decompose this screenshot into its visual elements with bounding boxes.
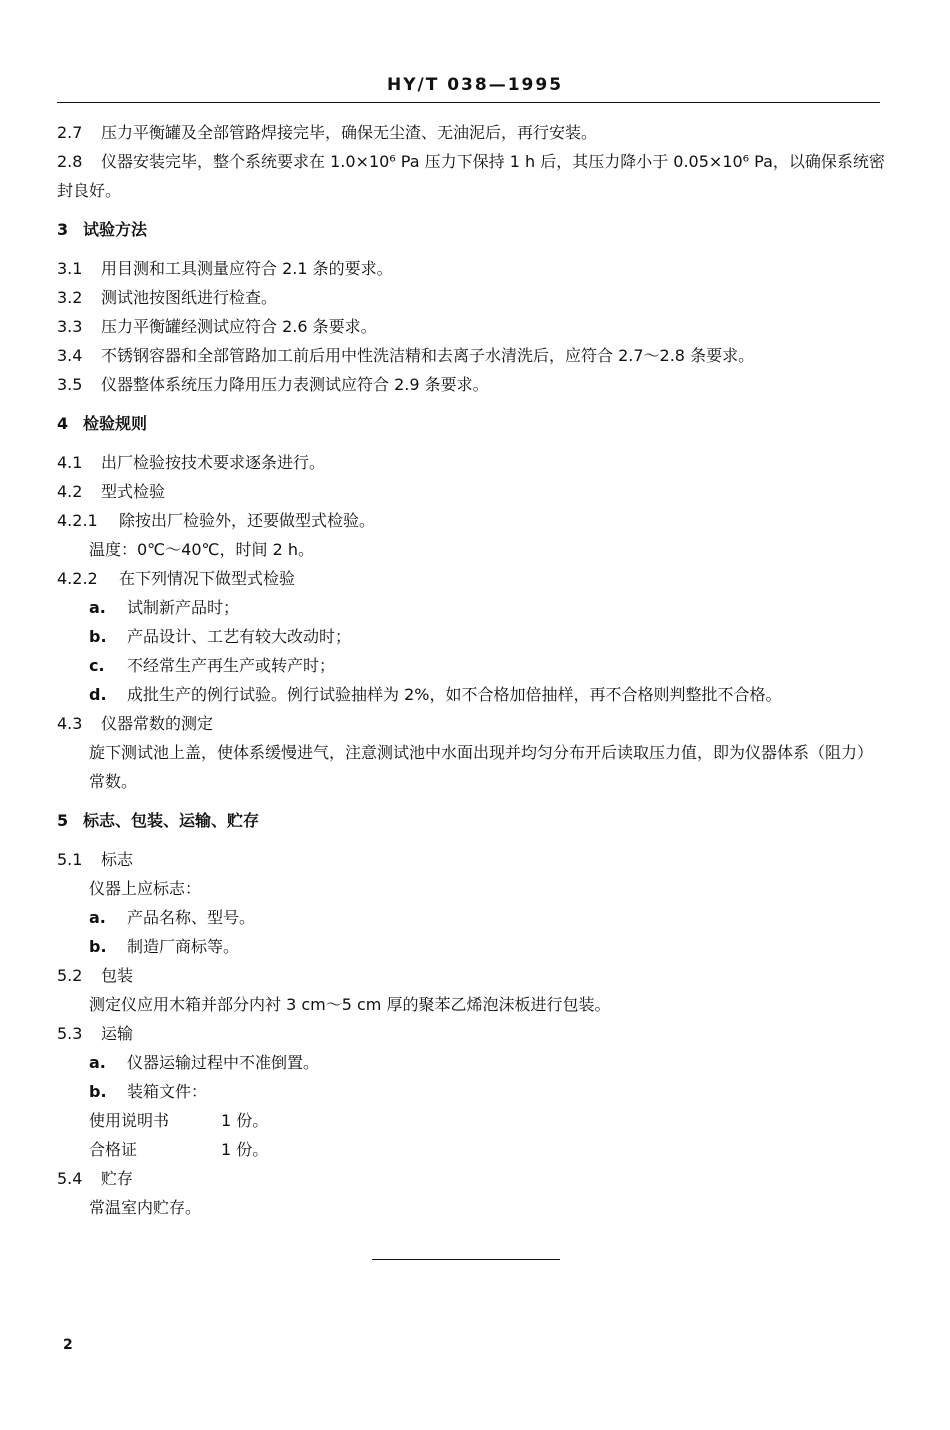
clause-number: 4.2.1 — [57, 511, 98, 530]
section-4-heading — [57, 409, 887, 438]
list-item-text: 制造厂商标等。 — [127, 937, 240, 956]
clause-text: 不锈钢容器和全部管路加工前后用中性洗洁精和去离子水清洗后，应符合 2.7～2.8 条要求。 — [101, 346, 755, 365]
document-name: 合格证 — [89, 1140, 138, 1159]
section-number: 3 — [57, 220, 69, 239]
clause-number: 5.1 — [57, 850, 83, 869]
clause-3-5 — [57, 370, 887, 399]
list-item-label: b. — [89, 937, 107, 956]
list-item-label: a. — [89, 908, 106, 927]
clause-5-3 — [57, 1019, 887, 1048]
standard-number-header: HY/T 038—1995 — [386, 75, 564, 95]
section-title: 标志、包装、运输、贮存 — [83, 811, 260, 830]
list-item — [57, 932, 887, 961]
clause-text: 型式检验 — [101, 482, 166, 501]
clause-5-1 — [57, 845, 887, 874]
clause-number: 4.3 — [57, 714, 83, 733]
clause-2-7 — [57, 118, 887, 147]
clause-number: 3.1 — [57, 259, 83, 278]
clause-3-1 — [57, 254, 887, 283]
clause-3-4 — [57, 341, 887, 370]
clause-4-3-body: 旋下测试池上盖，使体系缓慢进气，注意测试池中水面出现并均匀分布开后读取压力值，即为仪器体系（阻力）常数。 — [89, 743, 874, 791]
clause-text: 贮存 — [101, 1169, 134, 1188]
list-item-label: c. — [89, 656, 105, 675]
list-item-text: 装箱文件： — [127, 1082, 208, 1101]
clause-5-1-intro: 仪器上应标志： — [89, 879, 202, 898]
list-item-text: 产品设计、工艺有较大改动时； — [127, 627, 352, 646]
clause-number: 5.2 — [57, 966, 83, 985]
clause-5-2 — [57, 961, 887, 990]
section-number: 5 — [57, 811, 69, 830]
list-item-label: b. — [89, 1082, 107, 1101]
clause-4-3 — [57, 709, 887, 738]
section-number: 4 — [57, 414, 69, 433]
document-quantity: 1 份。 — [221, 1140, 269, 1159]
section-5-heading — [57, 806, 887, 835]
clause-text: 出厂检验按技术要求逐条进行。 — [101, 453, 326, 472]
clause-5-2-body: 测定仪应用木箱并部分内衬 3 cm～5 cm 厚的聚苯乙烯泡沫板进行包装。 — [89, 995, 611, 1014]
clause-text: 仪器常数的测定 — [101, 714, 214, 733]
list-item-label: d. — [89, 685, 107, 704]
clause-3-2 — [57, 283, 887, 312]
clause-4-2 — [57, 477, 887, 506]
list-item-text: 试制新产品时； — [127, 598, 240, 617]
document-list-row — [57, 1135, 887, 1164]
document-list-row — [57, 1106, 887, 1135]
section-3-heading — [57, 215, 887, 244]
clause-number: 2.8 — [57, 152, 83, 171]
clause-number: 3.3 — [57, 317, 83, 336]
clause-text: 标志 — [101, 850, 134, 869]
document-name: 使用说明书 — [89, 1111, 170, 1130]
list-item-text: 产品名称、型号。 — [127, 908, 256, 927]
list-item-text: 不经常生产再生产或转产时； — [127, 656, 336, 675]
clause-5-4 — [57, 1164, 887, 1193]
list-item — [57, 1077, 887, 1106]
list-item — [57, 1048, 887, 1077]
list-item-label: a. — [89, 598, 106, 617]
clause-number: 5.3 — [57, 1024, 83, 1043]
clause-number: 3.2 — [57, 288, 83, 307]
clause-number: 3.4 — [57, 346, 83, 365]
clause-text: 压力平衡罐经测试应符合 2.6 条要求。 — [101, 317, 377, 336]
clause-3-3 — [57, 312, 887, 341]
clause-number: 5.4 — [57, 1169, 83, 1188]
list-item-label: a. — [89, 1053, 106, 1072]
clause-5-4-body: 常温室内贮存。 — [89, 1198, 202, 1217]
list-item-text: 成批生产的例行试验。例行试验抽样为 2%，如不合格加倍抽样，再不合格则判整批不合格。 — [127, 685, 782, 704]
clause-number: 2.7 — [57, 123, 83, 142]
clause-text: 压力平衡罐及全部管路焊接完毕，确保无尘渣、无油泥后，再行安装。 — [101, 123, 598, 142]
section-title: 检验规则 — [83, 414, 148, 433]
clause-text: 测试池按图纸进行检查。 — [101, 288, 278, 307]
clause-4-2-1-detail: 温度：0℃～40℃，时间 2 h。 — [89, 540, 314, 559]
clause-number: 4.2.2 — [57, 569, 98, 588]
clause-4-2-2 — [57, 564, 887, 593]
document-body — [57, 118, 887, 1222]
clause-text: 用目测和工具测量应符合 2.1 条的要求。 — [101, 259, 393, 278]
clause-number: 4.1 — [57, 453, 83, 472]
document-quantity: 1 份。 — [221, 1111, 269, 1130]
page-number: 2 — [63, 1337, 73, 1353]
clause-text: 运输 — [101, 1024, 134, 1043]
list-item-label: b. — [89, 627, 107, 646]
list-item — [57, 651, 887, 680]
clause-text: 仪器安装完毕，整个系统要求在 1.0×10⁶ Pa 压力下保持 1 h 后，其压力降小于 0.05×10⁶ Pa，以确保系统密封良好。 — [57, 152, 885, 200]
end-of-document-rule — [372, 1259, 560, 1260]
section-title: 试验方法 — [83, 220, 148, 239]
list-item — [57, 593, 887, 622]
clause-text: 包装 — [101, 966, 134, 985]
header-divider — [57, 102, 880, 103]
clause-text: 除按出厂检验外，还要做型式检验。 — [119, 511, 376, 530]
clause-4-1 — [57, 448, 887, 477]
list-item — [57, 622, 887, 651]
list-item — [57, 680, 887, 709]
list-item — [57, 903, 887, 932]
clause-text: 仪器整体系统压力降用压力表测试应符合 2.9 条要求。 — [101, 375, 489, 394]
clause-number: 4.2 — [57, 482, 83, 501]
list-item-text: 仪器运输过程中不准倒置。 — [127, 1053, 320, 1072]
clause-number: 3.5 — [57, 375, 83, 394]
clause-2-8 — [57, 147, 887, 205]
clause-4-2-1 — [57, 506, 887, 535]
clause-text: 在下列情况下做型式检验 — [119, 569, 296, 588]
